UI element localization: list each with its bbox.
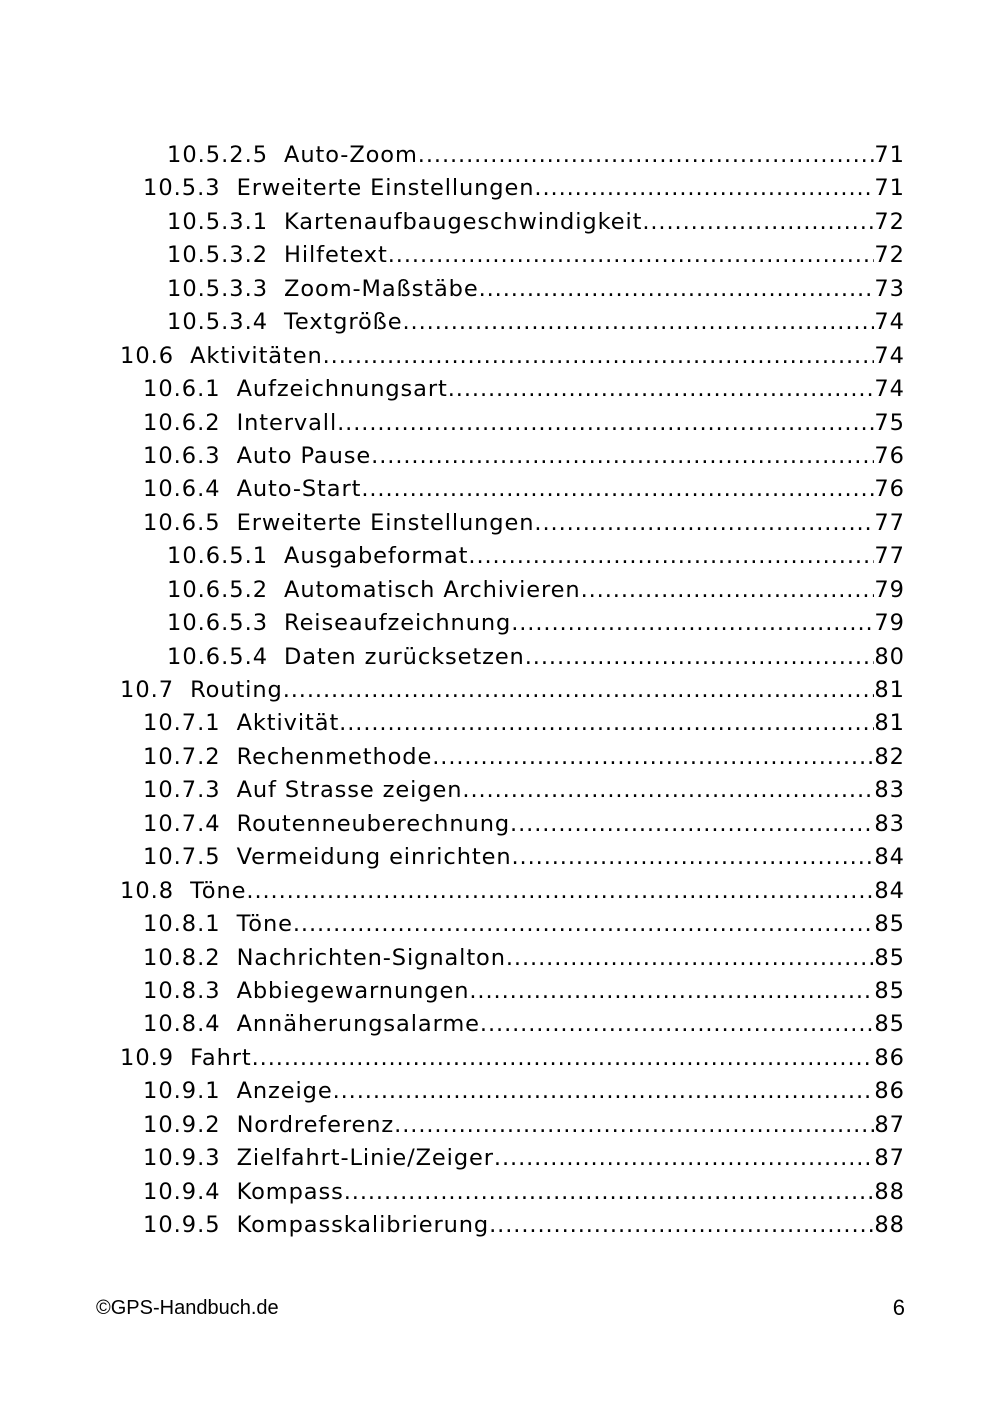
toc-entry[interactable] (167, 273, 1000, 306)
toc-entry[interactable] (143, 373, 1000, 406)
toc-entry-page: 72 (874, 242, 905, 269)
toc-entry[interactable] (143, 1176, 1000, 1209)
toc-entry-page: 75 (874, 409, 905, 436)
toc-entry-number: 10.6.1 (143, 376, 221, 403)
toc-entry[interactable] (167, 139, 1000, 172)
toc-dot-leader (510, 808, 874, 841)
toc-entry-title: Annäherungsalarme (236, 1011, 480, 1038)
toc-entry-page: 82 (874, 743, 905, 770)
toc-dot-leader (344, 1176, 875, 1209)
toc-dot-leader (511, 841, 874, 874)
toc-dot-leader (534, 507, 874, 540)
toc-entry[interactable] (120, 1042, 1000, 1075)
page-footer (96, 1293, 905, 1323)
toc-entry-number: 10.8.3 (143, 977, 221, 1004)
toc-entry-page: 76 (874, 476, 905, 503)
toc-entry-number: 10.8.4 (143, 1011, 221, 1038)
toc-entry-title: Zielfahrt-Linie/Zeiger (236, 1145, 494, 1172)
toc-entry-title: Reiseaufzeichnung (284, 610, 512, 637)
toc-entry[interactable] (143, 808, 1000, 841)
toc-entry[interactable] (167, 540, 1000, 573)
toc-entry-page: 81 (874, 710, 905, 737)
toc-dot-leader (418, 139, 875, 172)
toc-entry-number: 10.6.5 (143, 509, 221, 536)
toc-entry[interactable] (143, 1109, 1000, 1142)
toc-entry-number: 10.7.1 (143, 710, 221, 737)
toc-entry-number: 10.6.5.3 (167, 610, 269, 637)
toc-entry-number: 10.5.3.2 (167, 242, 269, 269)
toc-entry[interactable] (120, 674, 1000, 707)
toc-entry-page: 71 (874, 175, 905, 202)
toc-dot-leader (339, 707, 874, 740)
toc-dot-leader (448, 373, 875, 406)
toc-dot-leader (333, 1075, 875, 1108)
toc-dot-leader (489, 1209, 874, 1242)
toc-entry[interactable] (143, 172, 1000, 205)
toc-entry[interactable] (143, 908, 1000, 941)
toc-entry-page: 73 (874, 275, 905, 302)
toc-entry-title: Hilfetext (284, 242, 388, 269)
toc-entry-page: 81 (874, 677, 905, 703)
toc-entry-title: Auto-Zoom (284, 142, 418, 168)
toc-entry-number: 10.8 (120, 877, 175, 904)
toc-entry[interactable] (143, 440, 1000, 473)
toc-entry-page: 76 (874, 442, 905, 469)
toc-entry-title: Rechenmethode (236, 743, 433, 770)
toc-entry-number: 10.6.5.4 (167, 643, 269, 670)
toc-entry-page: 83 (874, 810, 905, 837)
toc-entry-title: Kompass (236, 1178, 344, 1205)
toc-entry-number: 10.5.2.5 (167, 142, 269, 168)
toc-entry[interactable] (143, 1008, 1000, 1041)
footer-page-number: 6 (892, 1295, 905, 1320)
toc-entry-title: Routenneuberechnung (236, 810, 511, 837)
toc-entry-title: Erweiterte Einstellungen (236, 509, 535, 536)
toc-dot-leader (581, 574, 875, 607)
toc-entry[interactable] (167, 206, 1000, 239)
toc-dot-leader (534, 172, 874, 205)
toc-entry-page: 83 (874, 777, 905, 804)
toc-entry-number: 10.7 (120, 677, 175, 703)
toc-entry-number: 10.6.4 (143, 476, 221, 503)
toc-dot-leader (337, 407, 874, 440)
toc-dot-leader (361, 473, 874, 506)
toc-dot-leader (293, 908, 875, 941)
toc-entry-page: 85 (874, 977, 905, 1004)
toc-dot-leader (462, 774, 874, 807)
toc-entry-page: 86 (874, 1044, 905, 1071)
toc-entry-title: Auf Strasse zeigen (236, 777, 463, 804)
toc-dot-leader (506, 942, 874, 975)
toc-entry[interactable] (143, 741, 1000, 774)
toc-entry[interactable] (143, 942, 1000, 975)
toc-entry-number: 10.7.5 (143, 844, 221, 871)
toc-entry-title: Kompasskalibrierung (236, 1212, 490, 1238)
toc-entry-title: Ausgabeformat (284, 543, 469, 570)
toc-entry[interactable] (143, 841, 1000, 874)
toc-entry-page: 77 (874, 543, 905, 570)
toc-entry-page: 85 (874, 1011, 905, 1038)
toc-entry[interactable] (120, 875, 1000, 908)
toc-entry[interactable] (143, 1142, 1000, 1175)
toc-entry-page: 79 (874, 610, 905, 637)
toc-entry-title: Auto-Start (236, 476, 362, 503)
toc-entry-page: 85 (874, 911, 905, 938)
toc-entry-number: 10.7.2 (143, 743, 221, 770)
toc-dot-leader (642, 206, 874, 239)
toc-entry-title: Anzeige (236, 1078, 333, 1105)
toc-entry[interactable] (167, 574, 1000, 607)
toc-entry-number: 10.7.3 (143, 777, 221, 804)
toc-entry-title: Zoom-Maßstäbe (284, 275, 479, 302)
toc-dot-leader (371, 440, 874, 473)
toc-entry-title: Textgröße (284, 309, 403, 336)
toc-entry-title: Nachrichten-Signalton (236, 944, 506, 971)
toc-entry-title: Kartenaufbaugeschwindigkeit (284, 208, 643, 235)
toc-entry-title: Routing (190, 677, 283, 703)
toc-entry[interactable] (143, 707, 1000, 740)
toc-entry-page: 87 (874, 1111, 905, 1138)
toc-dot-leader (394, 1109, 874, 1142)
toc-entry-title: Aufzeichnungsart (236, 376, 448, 403)
toc-entry-page: 74 (874, 376, 905, 403)
toc-entry-page: 88 (874, 1178, 905, 1205)
toc-entry-title: Automatisch Archivieren (284, 576, 581, 603)
toc-entry-page: 84 (874, 844, 905, 871)
toc-entry-number: 10.6.3 (143, 442, 221, 469)
toc-entry-page: 74 (874, 309, 905, 336)
toc-entry-title: Nordreferenz (236, 1111, 395, 1138)
toc-entry-number: 10.9.4 (143, 1178, 221, 1205)
toc-entry-page: 88 (874, 1212, 905, 1238)
toc-dot-leader (246, 875, 874, 908)
toc-entry-number: 10.5.3.4 (167, 309, 269, 336)
toc-entry-page: 79 (874, 576, 905, 603)
toc-entry-title: Daten zurücksetzen (284, 643, 525, 670)
toc-dot-leader (432, 741, 874, 774)
toc-entry-page: 72 (874, 208, 905, 235)
toc-entry-number: 10.7.4 (143, 810, 221, 837)
toc-dot-leader (479, 273, 875, 306)
toc-entry-number: 10.6.2 (143, 409, 221, 436)
toc-entry-number: 10.9.1 (143, 1078, 221, 1105)
toc-dot-leader (388, 239, 875, 272)
toc-dot-leader (283, 674, 875, 707)
toc-entry-page: 71 (874, 142, 905, 168)
toc-entry-number: 10.5.3.1 (167, 208, 269, 235)
toc-entry[interactable] (167, 239, 1000, 272)
toc-dot-leader (252, 1042, 875, 1075)
toc-entry-title: Aktivitäten (190, 342, 323, 369)
toc-dot-leader (468, 540, 874, 573)
table-of-contents (0, 139, 1000, 1242)
toc-entry-title: Auto Pause (236, 442, 372, 469)
toc-dot-leader (525, 641, 875, 674)
toc-entry-page: 87 (874, 1145, 905, 1172)
toc-dot-leader (511, 607, 874, 640)
toc-entry-number: 10.9.5 (143, 1212, 221, 1238)
toc-dot-leader (480, 1008, 874, 1041)
toc-entry-title: Töne (236, 911, 293, 938)
toc-entry-page: 77 (874, 509, 905, 536)
toc-entry-number: 10.6.5.1 (167, 543, 269, 570)
toc-entry-number: 10.6.5.2 (167, 576, 269, 603)
toc-entry[interactable] (120, 340, 1000, 373)
toc-dot-leader (469, 975, 874, 1008)
toc-entry-title: Vermeidung einrichten (236, 844, 512, 871)
toc-entry-page: 84 (874, 877, 905, 904)
toc-entry-title: Töne (190, 877, 247, 904)
toc-entry[interactable] (143, 1209, 1000, 1242)
toc-entry-number: 10.8.2 (143, 944, 221, 971)
toc-entry[interactable] (143, 473, 1000, 506)
toc-entry-title: Aktivität (236, 710, 340, 737)
toc-entry-title: Intervall (236, 409, 338, 436)
toc-entry-number: 10.9 (120, 1044, 175, 1071)
toc-dot-leader (402, 306, 874, 339)
toc-entry-page: 85 (874, 944, 905, 971)
toc-entry[interactable] (167, 641, 1000, 674)
toc-entry-page: 86 (874, 1078, 905, 1105)
toc-entry-number: 10.5.3.3 (167, 275, 269, 302)
toc-entry[interactable] (143, 1075, 1000, 1108)
toc-dot-leader (323, 340, 875, 373)
toc-entry-title: Abbiegewarnungen (236, 977, 470, 1004)
toc-entry-title: Erweiterte Einstellungen (236, 175, 535, 202)
footer-copyright: ©GPS-Handbuch.de (96, 1297, 279, 1319)
toc-entry[interactable] (167, 607, 1000, 640)
toc-entry-number: 10.9.3 (143, 1145, 221, 1172)
toc-entry-page: 74 (874, 342, 905, 369)
toc-entry-title: Fahrt (190, 1044, 252, 1071)
toc-entry[interactable] (143, 407, 1000, 440)
toc-entry[interactable] (143, 774, 1000, 807)
toc-entry[interactable] (143, 975, 1000, 1008)
toc-entry-number: 10.5.3 (143, 175, 221, 202)
toc-entry[interactable] (167, 306, 1000, 339)
toc-entry[interactable] (143, 507, 1000, 540)
toc-entry-number: 10.9.2 (143, 1111, 221, 1138)
toc-entry-number: 10.8.1 (143, 911, 221, 938)
toc-dot-leader (494, 1142, 874, 1175)
toc-entry-number: 10.6 (120, 342, 175, 369)
toc-entry-page: 80 (874, 643, 905, 670)
